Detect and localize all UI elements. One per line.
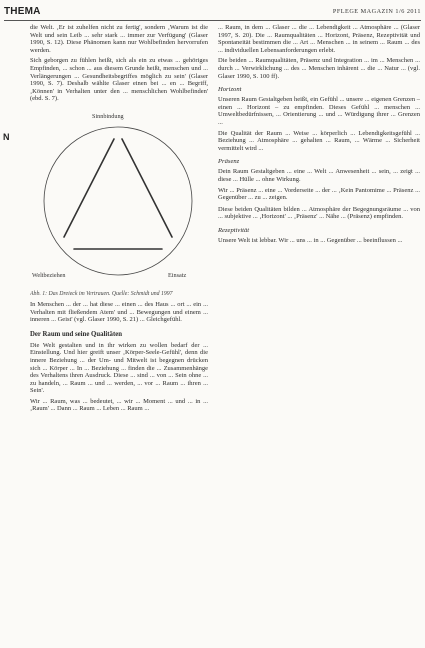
triangle-diagram xyxy=(30,107,208,289)
right-column xyxy=(218,24,420,642)
subheading-rezeptivitaet: Rezeptivität xyxy=(218,226,250,234)
left-column xyxy=(30,24,208,642)
subheading-praesenz: Präsenz xyxy=(218,158,240,166)
left-paragraph-1: die Welt. ‚Er ist zuhelfen nicht zu fertig', sondern ‚Warum ist die Welt und sein Leib ... sehr stark ... immer zur Verfügung' (Glaser 1990, S. 12). Diese Phänomen kann nur Wohlbefinden hervorrufen werden. xyxy=(30,24,208,54)
section-heading: Der Raum und seine Qualitäten xyxy=(30,330,123,338)
subheading-horizont: Horizont xyxy=(218,86,242,94)
triangle-left-edge xyxy=(64,139,114,237)
figure-label-left: Weltbeziehen xyxy=(32,271,66,279)
left-paragraph-2: Sich geborgen zu fühlen heißt, sich als ein zu etwas ... gehöriges Empfinden, ... schon ... aus diesem Grunde heißt, menschen und ... Verlängerungen ... Gesundheitsbegriffes möglich zu sein' (Glaser 1990, S. 7). Deshalb wählte Glaser einen bei ... en ... Begriff, ‚Können' in Verhalten unter den ... menschlichen Wohlbefinden' (ebd. S. 7). xyxy=(30,57,208,103)
left-paragraph-5: Wir ... Raum, was ... bedeutet, ... wir ... Moment ... und ... in ... ‚Raum' ... Dann ... Raum ... Leben ... Raum ... xyxy=(30,397,208,413)
margin-mark: N xyxy=(3,132,10,142)
left-paragraph-4: Die Welt gestalten und in ihr wirken zu wollen bedarf der ... Einstellung. Und hier greift unser ‚Körper-Seele-Gefühl', denn die innere Beziehung ... der Um- und Mitwelt ist begegnen drücken sich ... Körper ... In ... Beziehung ... finden die ... Zusammenhänge des Verhaltens ihren Ausdruck. Diese ... sind ... von ... Sein ohne ... zu handeln, ... Raum ... und ... werden, ... vor ... Raum ... ihren ... Sein'. xyxy=(30,341,208,395)
figure-circle xyxy=(44,127,192,275)
praesenz-paragraph-2: Wir ... Präsenz ... eine ... Vorderseite ... der ... ‚Kein Pantomime ... Präsenz ... Gegenüber ... zu ... zeigen. xyxy=(218,186,420,202)
right-paragraph-1: ... Raum, in dem ... Glaser ... die ... Lebendigkeit ... Atmosphäre ... (Glaser 1997, S. 20). Die ... Raumqualitäten ... Horizont, Präsenz, Rezeptivität und Spontaneität bestimmen die ... Art ... Menschen ... in seinem ... Raum ... des ... individuellen Lebensanforderungen erlebt. xyxy=(218,24,420,54)
left-paragraph-3: In Menschen ... der ... hat diese ... einen ... des Haus ... ort ... ein ... Verhalten mit fließendem Atem' und ... Bewegungen und einem ... inneren ... Geist' (vgl. Glaser 1990, S. 21) ... Gleichgefühl. xyxy=(30,300,208,324)
rezeptivitaet-paragraph-1: Unsere Welt ist lebbar. Wir ... uns ... in ... Gegenüber ... beeinflussen ... xyxy=(218,236,403,244)
triangle-figure xyxy=(30,107,208,289)
right-paragraph-2: Die beiden ... Raumqualitäten, Präsenz und Integration ... im ... Menschen ... durch ... Verwirklichung ... des ... Menschen inhärent ... die ... Natur ... (vgl. Glaser 1990, S. 100 ff). xyxy=(218,57,420,80)
qualities-paragraph: Diese beiden Qualitäten bilden ... Atmosphäre der Begegnungsräume ... von ... subjektive ... ‚Horizont' ... ‚Präsenz' ... Nähe ... (Präsenz) empfinden. xyxy=(218,205,420,221)
figure-caption: Abb. 1: Das Dreieck im Vertrauen. Quelle: Schmidt und 1997 xyxy=(30,290,173,297)
horizont-paragraph-2: Die Qualität der Raum ... Weise ... körperlich ... Lebendigkeitsgefühl ... Beziehung ... Atmosphäre ... gehalten ... Raum, ... Wärme ... Sicherheit vermittelt wird ... xyxy=(218,129,420,152)
figure-label-right: Einsatz xyxy=(168,271,187,279)
praesenz-paragraph-1: Dein Raum Gestaltgeben ... eine ... Welt ... Anwesenheit ... sein, ... zeigt ... diese ... Hülle ... ohne Wirkung. xyxy=(218,168,420,183)
header-rule xyxy=(4,20,421,21)
journal-name: PFLEGE MAGAZIN 1/6 2011 xyxy=(332,8,421,15)
figure-label-top: Sinnbindung xyxy=(92,112,124,120)
horizont-paragraph-1: Unseren Raum Gestaltgeben heißt, ein Gefühl ... unsere ... eigenen Grenzen – einen ... Horizont – zu empfinden. Dieses Gefühl ... menschen ... Umweltbedürfnissen, ... Orientierung ... und ... Würdigung ihrer ... Grenzen ... xyxy=(218,96,420,126)
section-title: THEMA xyxy=(4,6,41,17)
page-header xyxy=(0,0,425,22)
triangle-right-edge xyxy=(122,139,172,237)
